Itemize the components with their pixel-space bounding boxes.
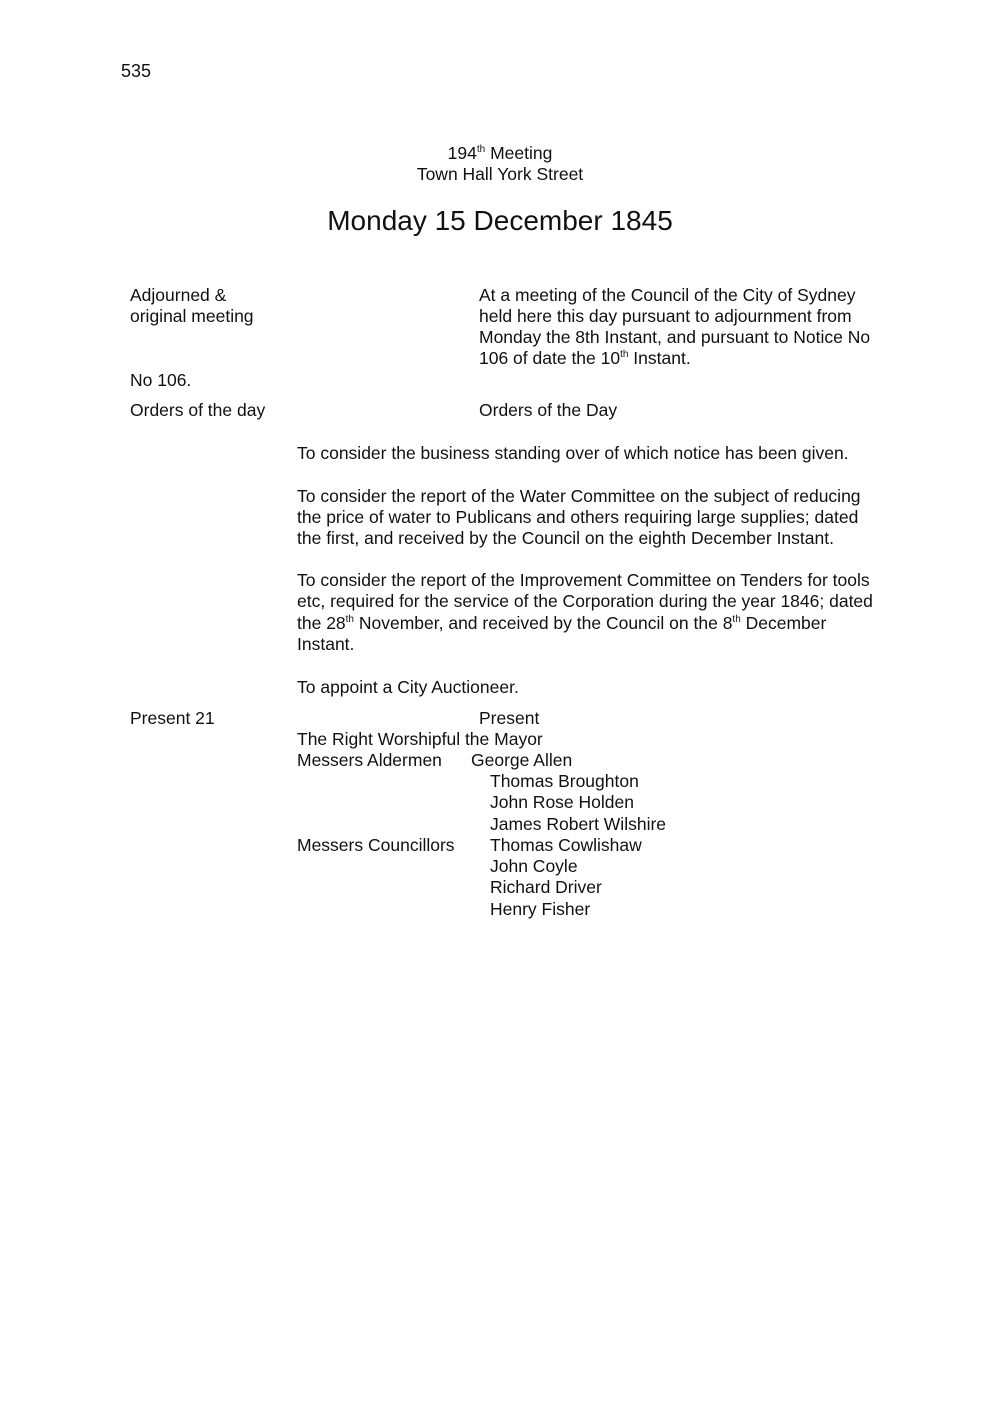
alderman-name: Thomas Broughton	[490, 771, 639, 791]
intro-line: Monday the 8th Instant, and pursuant to Notice No	[479, 327, 871, 347]
order-item-2-line: the first, and received by the Council on the eighth December Instant.	[297, 528, 834, 548]
meeting-number: 194th Meeting	[447, 143, 553, 163]
order-item-2-line: To consider the report of the Water Committee on the subject of reducing	[297, 486, 861, 506]
meeting-venue: Town Hall York Street	[416, 164, 584, 184]
present-mayor: The Right Worshipful the Mayor	[297, 729, 543, 749]
meeting-date: Monday 15 December 1845	[327, 205, 673, 236]
margin-note-present: Present 21	[130, 708, 215, 728]
alderman-name: James Robert Wilshire	[490, 814, 667, 834]
margin-note-notice: No 106.	[130, 370, 192, 390]
order-item-2-line: the price of water to Publicans and others requiring large supplies; dated	[297, 507, 859, 527]
margin-note-orders: Orders of the day	[130, 400, 266, 420]
alderman-name: John Rose Holden	[490, 792, 634, 812]
intro-line: 106 of date the 10th Instant.	[479, 348, 691, 368]
order-item-4: To appoint a City Auctioneer.	[297, 677, 519, 697]
councillor-name: John Coyle	[490, 856, 578, 876]
order-item-3-line: Instant.	[297, 634, 355, 654]
order-item-3-line: To consider the report of the Improvement Committee on Tenders for tools	[297, 570, 870, 590]
intro-line: At a meeting of the Council of the City of Sydney	[479, 285, 856, 305]
margin-note-original-meeting: original meeting	[130, 306, 254, 326]
intro-line: held here this day pursuant to adjournment from	[479, 306, 852, 326]
present-heading: Present	[479, 708, 540, 728]
order-item-3-line: the 28th November, and received by the Council on the 8th December	[297, 613, 827, 633]
aldermen-label: Messers Aldermen	[297, 750, 442, 770]
orders-heading: Orders of the Day	[479, 400, 618, 420]
page-number: 535	[121, 61, 152, 81]
alderman-name: George Allen	[471, 750, 573, 770]
order-item-3-line: etc, required for the service of the Corporation during the year 1846; dated	[297, 591, 873, 611]
councillor-name: Henry Fisher	[490, 899, 591, 919]
councillor-name: Richard Driver	[490, 877, 602, 897]
councillor-name: Thomas Cowlishaw	[490, 835, 642, 855]
margin-note-adjourned: Adjourned &	[130, 285, 227, 305]
councillors-label: Messers Councillors	[297, 835, 455, 855]
order-item-1: To consider the business standing over of which notice has been given.	[297, 443, 849, 463]
